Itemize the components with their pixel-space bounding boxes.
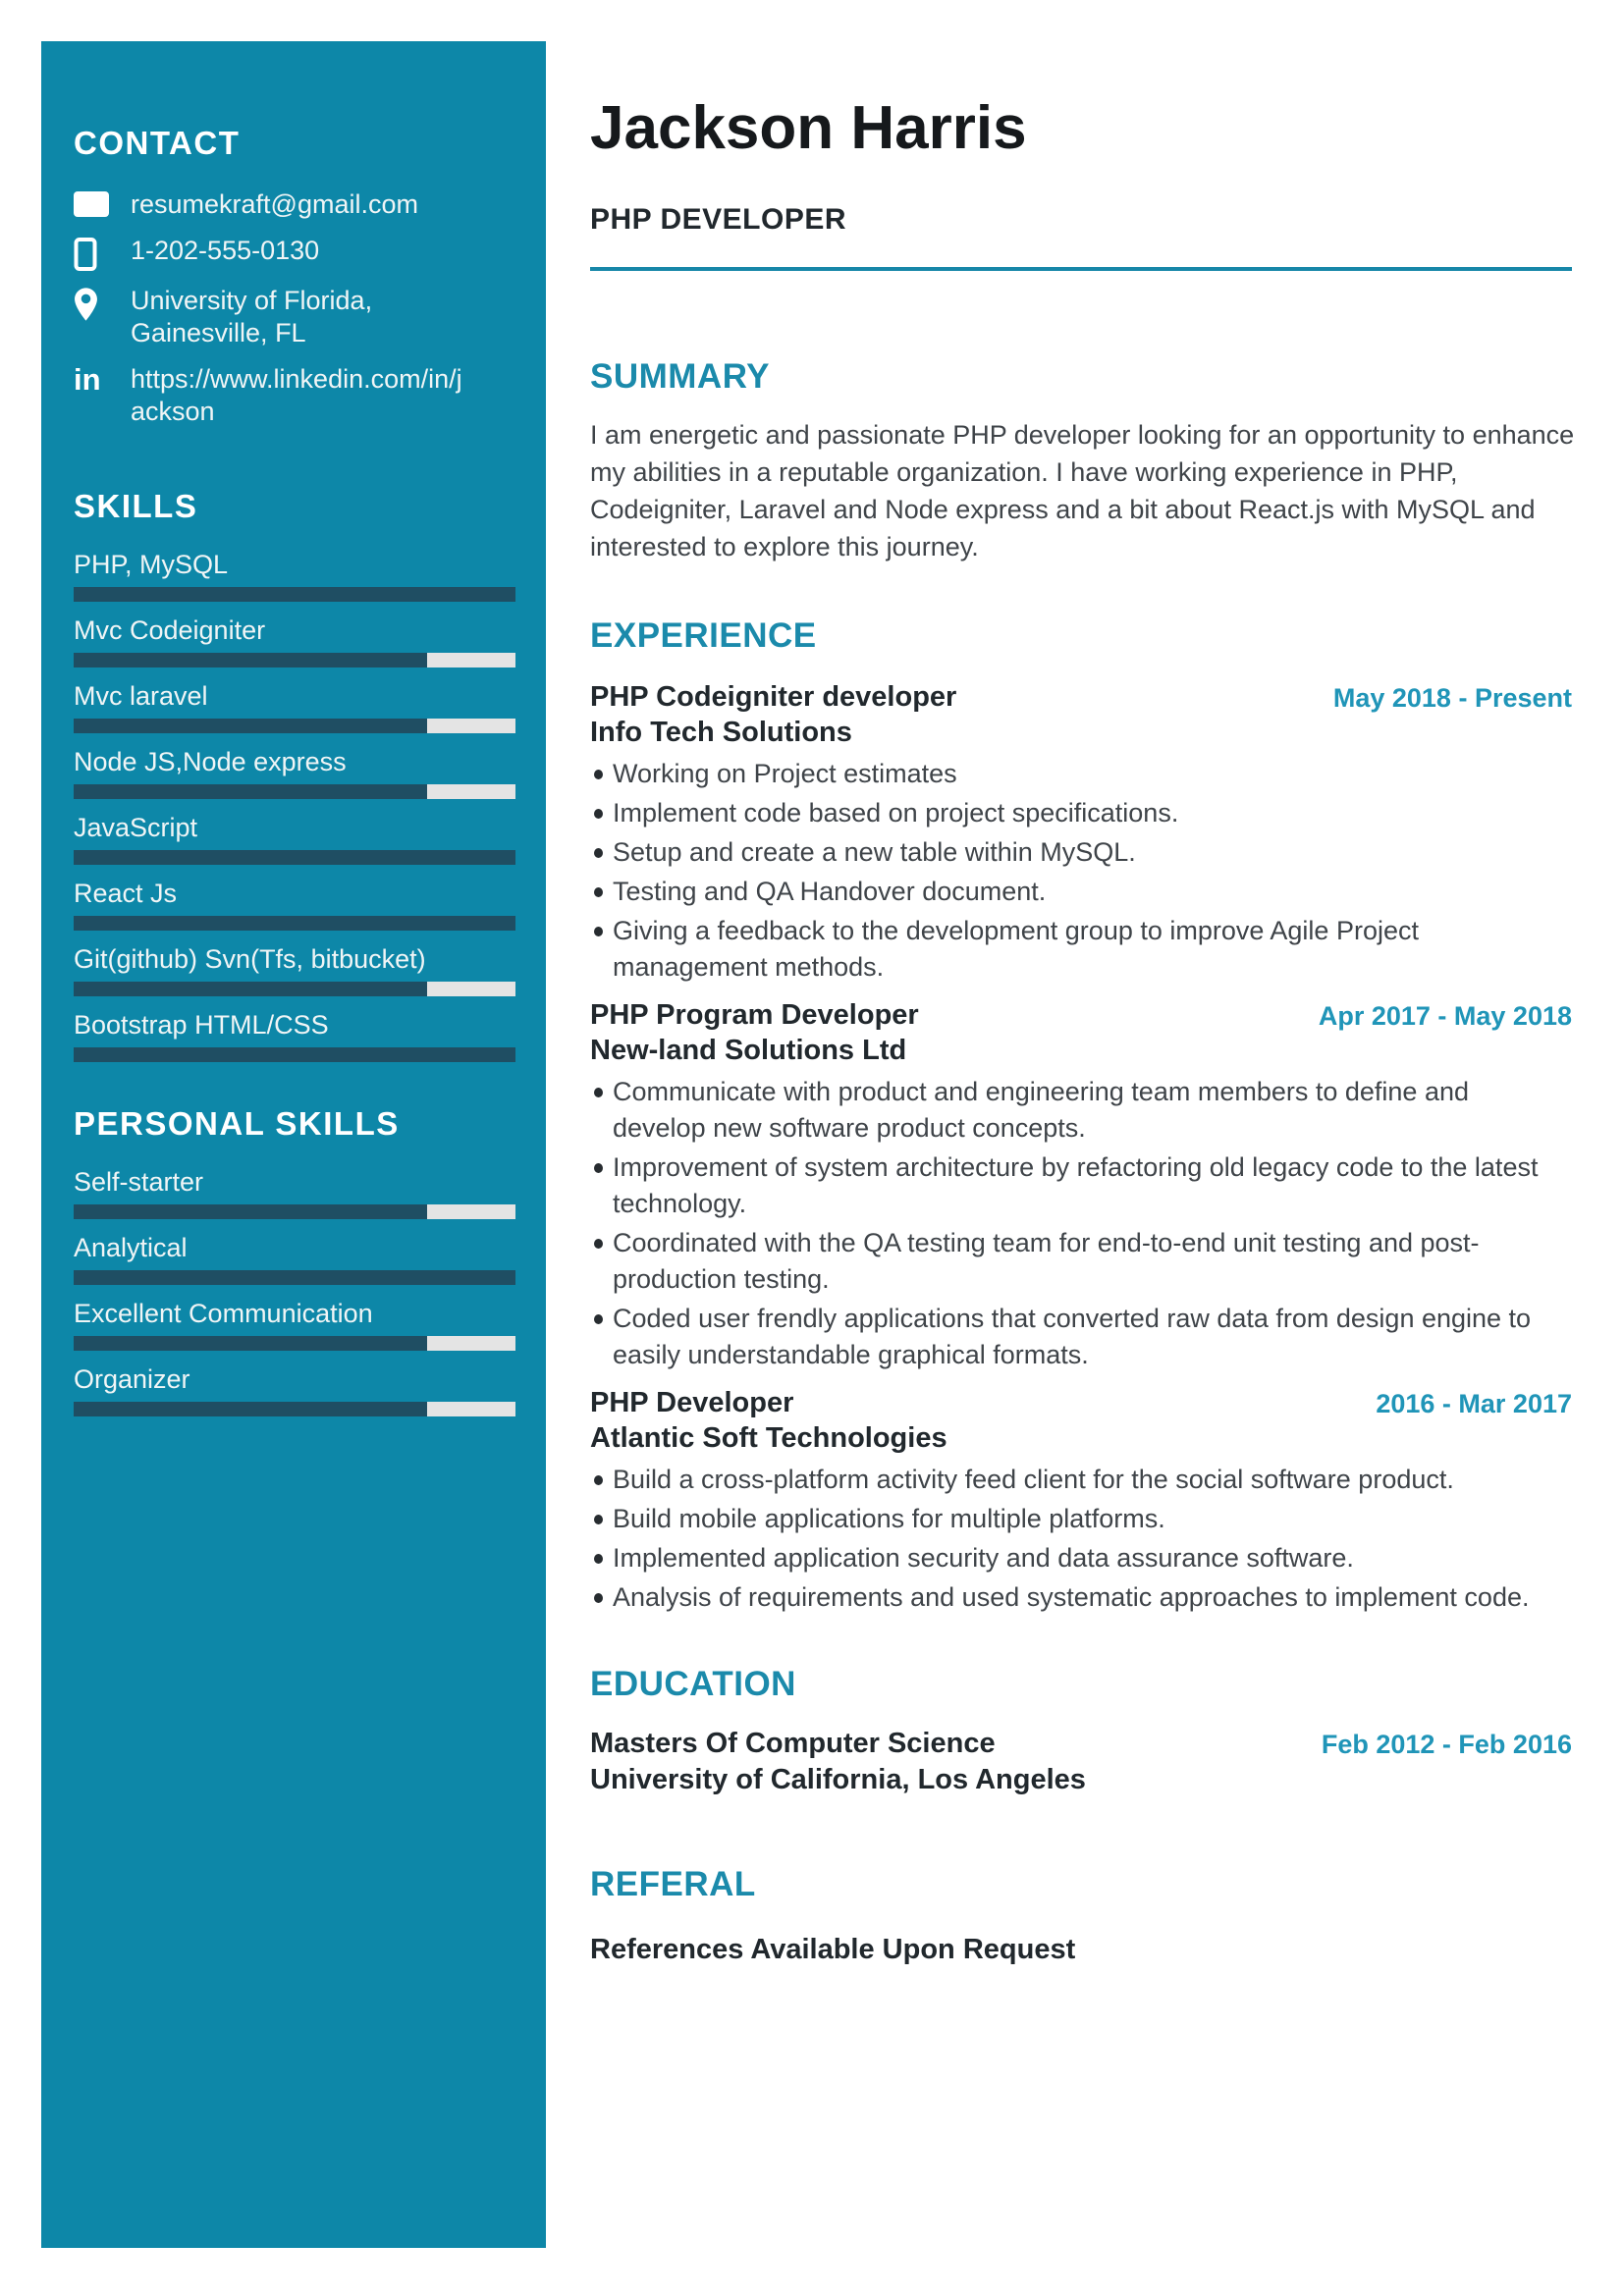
education-degree-school [590, 1726, 1086, 1798]
skill-bar-fill [74, 1402, 427, 1416]
skill-bar-fill [74, 587, 515, 602]
job-entry [590, 997, 1584, 1373]
contact-location-value: University of Florida, Gainesville, FL [131, 286, 373, 347]
skill-bar-fill [74, 1204, 427, 1219]
skill-row [74, 944, 515, 996]
skill-label: Node JS,Node express [74, 747, 347, 776]
job-role: PHP DEVELOPER [590, 203, 847, 236]
education-dates: Feb 2012 - Feb 2016 [1321, 1730, 1572, 1759]
job-company: Info Tech Solutions [590, 717, 852, 748]
job-bullets [590, 1074, 1550, 1373]
person-name: Jackson Harris [590, 94, 1027, 162]
personal-skills-section [74, 1104, 515, 1416]
skill-row [74, 681, 515, 733]
job-bullet: Coordinated with the QA testing team for end-to-end unit testing and post-production testing. [613, 1225, 1550, 1298]
referal-text: References Available Upon Request [590, 1934, 1076, 1965]
skill-bar [74, 784, 515, 799]
skill-label: Analytical [74, 1233, 188, 1262]
job-header [590, 679, 1572, 750]
skill-row [74, 813, 515, 865]
referal-heading: REFERAL [590, 1865, 756, 1903]
job-company: New-land Solutions Ltd [590, 1035, 907, 1066]
email-icon [74, 188, 113, 221]
personal-skills-list [74, 1167, 515, 1416]
skill-bar [74, 916, 515, 931]
job-bullet: Analysis of requirements and used systematic approaches to implement code. [613, 1579, 1550, 1616]
contact-item-email [74, 188, 515, 221]
skill-label: React Js [74, 879, 178, 908]
personal-skills-heading: PERSONAL SKILLS [74, 1105, 400, 1142]
skill-label: Excellent Communication [74, 1299, 373, 1328]
skill-bar [74, 719, 515, 733]
job-entry [590, 1385, 1584, 1616]
contact-phone-value: 1-202-555-0130 [131, 236, 320, 265]
education-entry [590, 1726, 1584, 1798]
contact-item-phone [74, 235, 515, 271]
job-dates: Apr 2017 - May 2018 [1318, 1001, 1572, 1031]
experience-heading: EXPERIENCE [590, 616, 817, 655]
job-title: PHP Program Developer [590, 999, 919, 1031]
skill-label: Organizer [74, 1364, 190, 1394]
phone-icon [74, 235, 113, 271]
skill-row [74, 615, 515, 667]
skill-label: Git(github) Svn(Tfs, bitbucket) [74, 944, 426, 974]
contact-item-linkedin [74, 363, 515, 428]
skill-bar-fill [74, 784, 427, 799]
job-bullet: Implement code based on project specifications. [613, 795, 1550, 831]
skill-row [74, 1299, 515, 1351]
job-bullets [590, 1462, 1550, 1616]
skill-bar [74, 1336, 515, 1351]
job-bullet: Build mobile applications for multiple platforms. [613, 1501, 1550, 1537]
job-bullet: Build a cross-platform activity feed client for the social software product. [613, 1462, 1550, 1498]
job-title: PHP Developer [590, 1387, 794, 1418]
job-company: Atlantic Soft Technologies [590, 1422, 947, 1454]
skill-label: Mvc Codeigniter [74, 615, 266, 645]
skill-label: PHP, MySQL [74, 550, 229, 579]
summary-text: I am energetic and passionate PHP developer looking for an opportunity to enhance my abilities in a reputable organization. I have working experience in PHP, Codeigniter, Laravel and Node express and a bit about React.js with MySQL and interested to explore this journey. [590, 420, 1575, 561]
skill-bar [74, 1204, 515, 1219]
job-bullet: Improvement of system architecture by refactoring old legacy code to the latest technology. [613, 1149, 1550, 1222]
skill-bar [74, 587, 515, 602]
contact-heading: CONTACT [74, 125, 241, 161]
skill-label: Self-starter [74, 1167, 204, 1197]
skill-bar-fill [74, 850, 515, 865]
job-bullet: Coded user frendly applications that converted raw data from design engine to easily understandable graphical formats. [613, 1301, 1550, 1373]
skills-list [74, 550, 515, 1062]
skill-bar [74, 982, 515, 996]
skill-bar [74, 653, 515, 667]
skill-row [74, 879, 515, 931]
job-title-company [590, 1385, 947, 1456]
job-title: PHP Codeigniter developer [590, 681, 957, 713]
education-header [590, 1726, 1572, 1798]
education-school: University of California, Los Angeles [590, 1764, 1086, 1795]
skill-bar-fill [74, 719, 427, 733]
job-bullet: Implemented application security and data assurance software. [613, 1540, 1550, 1576]
skill-bar [74, 1402, 515, 1416]
skill-row [74, 1167, 515, 1219]
contact-item-location [74, 285, 515, 349]
contact-list [74, 188, 515, 428]
skill-bar-fill [74, 653, 427, 667]
skill-row [74, 550, 515, 602]
skill-bar-fill [74, 1270, 515, 1285]
contact-email-value: resumekraft@gmail.com [131, 189, 418, 219]
skill-bar [74, 1270, 515, 1285]
skill-row [74, 747, 515, 799]
skill-label: Bootstrap HTML/CSS [74, 1010, 329, 1040]
location-icon [74, 285, 113, 349]
job-bullets [590, 756, 1550, 986]
job-title-company [590, 679, 956, 750]
skill-bar-fill [74, 1047, 515, 1062]
job-header [590, 997, 1572, 1068]
job-title-company [590, 997, 919, 1068]
job-header [590, 1385, 1572, 1456]
education-degree: Masters Of Computer Science [590, 1728, 996, 1759]
job-entry [590, 679, 1584, 986]
job-bullet: Working on Project estimates [613, 756, 1550, 792]
education-heading: EDUCATION [590, 1665, 796, 1703]
header-divider [590, 267, 1572, 271]
skill-label: Mvc laravel [74, 681, 208, 711]
contact-linkedin-value: https://www.linkedin.com/in/jackson [131, 364, 462, 426]
job-bullet: Testing and QA Handover document. [613, 874, 1550, 910]
sidebar [41, 41, 546, 2248]
skill-row [74, 1364, 515, 1416]
job-bullet: Communicate with product and engineering team members to define and develop new software product concepts. [613, 1074, 1550, 1147]
job-dates: 2016 - Mar 2017 [1376, 1389, 1572, 1418]
skill-row [74, 1233, 515, 1285]
job-dates: May 2018 - Present [1332, 683, 1572, 713]
skills-heading: SKILLS [74, 488, 198, 524]
skill-bar-fill [74, 916, 515, 931]
job-bullet: Setup and create a new table within MySQL. [613, 834, 1550, 871]
summary-heading: SUMMARY [590, 357, 771, 396]
main-content [590, 94, 1584, 1968]
linkedin-icon: in [74, 362, 101, 397]
job-bullet: Giving a feedback to the development group to improve Agile Project management methods. [613, 913, 1550, 986]
skill-bar-fill [74, 1336, 427, 1351]
skill-row [74, 1010, 515, 1062]
skills-section [74, 487, 515, 1062]
skill-bar [74, 1047, 515, 1062]
skill-bar [74, 850, 515, 865]
skill-bar-fill [74, 982, 427, 996]
skill-label: JavaScript [74, 813, 198, 842]
